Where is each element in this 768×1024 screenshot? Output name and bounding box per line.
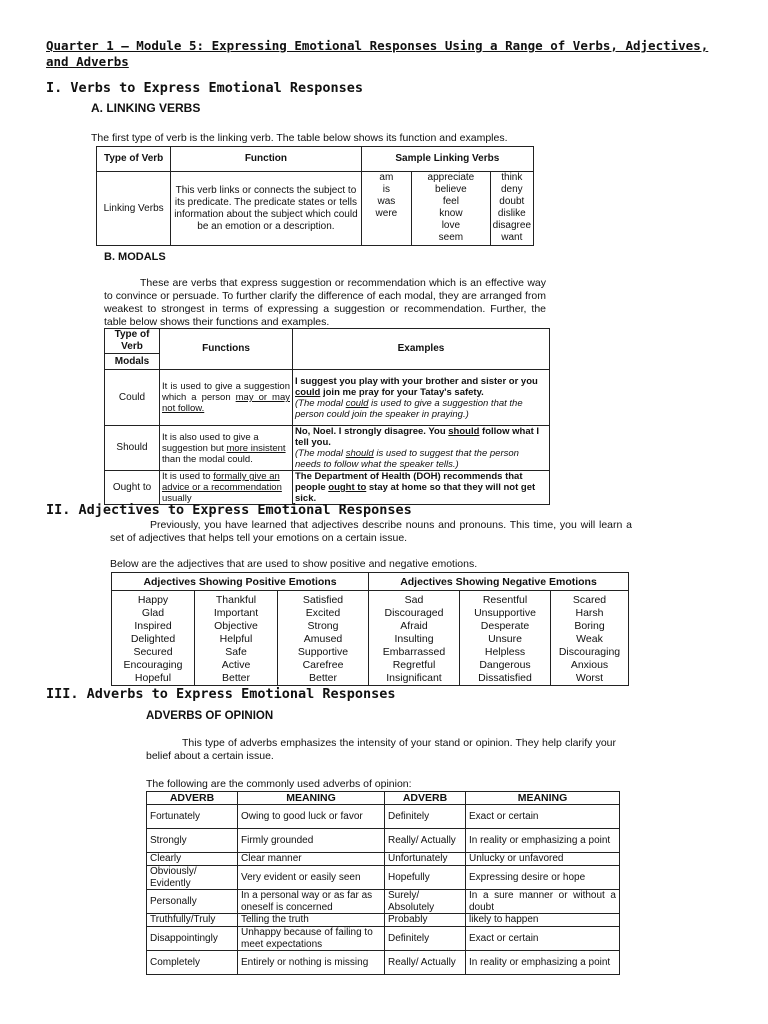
adjective: Supportive: [297, 646, 349, 658]
adverb-cell: Personally: [147, 890, 238, 914]
meaning-cell: Unlucky or unfavored: [466, 853, 620, 866]
modal-should-example: [293, 426, 550, 471]
example-modal: could: [295, 386, 321, 398]
adjective: Scared: [572, 594, 607, 606]
header-meaning: MEANING: [238, 792, 385, 805]
negative-col-2: [460, 591, 551, 686]
linking-verbs-col-3: [490, 172, 533, 246]
header-positive-emotions: Adjectives Showing Positive Emotions: [112, 573, 369, 591]
section-3-heading: III. Adverbs to Express Emotional Responses: [46, 686, 396, 702]
meaning-cell: Clear manner: [238, 853, 385, 866]
subheading-linking-verbs: A. LINKING VERBS: [91, 101, 201, 115]
verb-item: is: [382, 184, 390, 195]
adverbs-table: [146, 791, 620, 975]
verb-item: were: [375, 208, 398, 219]
modal-ought-to-function: [160, 471, 293, 505]
header-examples: Examples: [293, 329, 550, 370]
modal-should: Should: [105, 426, 160, 471]
positive-col-3: [278, 591, 369, 686]
meaning-cell: In a personal way or as far as oneself is concerned: [238, 890, 385, 914]
adjective: Encouraging: [123, 659, 183, 671]
verb-item: doubt: [499, 196, 525, 207]
adjective: Insignificant: [386, 672, 442, 684]
adverb-cell: Really/ Actually: [385, 829, 466, 853]
example-modal: should: [448, 426, 480, 437]
modal-could-function: [160, 370, 293, 426]
function-text: usually: [162, 493, 192, 504]
meaning-cell: Owing to good luck or favor: [238, 805, 385, 829]
adjective: Weak: [576, 633, 603, 645]
verb-item: think: [501, 172, 523, 183]
note-modal: should: [345, 448, 374, 459]
adjective: Satisfied: [302, 594, 344, 606]
header-meaning: MEANING: [466, 792, 620, 805]
subheading-adverbs-of-opinion: ADVERBS OF OPINION: [146, 710, 274, 722]
adverbs-intro-2: The following are the commonly used adverbs of opinion:: [146, 778, 412, 790]
adjective: Discouraged: [384, 607, 444, 619]
adjective: Delighted: [130, 633, 176, 645]
verb-item: know: [439, 208, 463, 219]
meaning-cell: Exact or certain: [466, 805, 620, 829]
meaning-cell: Entirely or nothing is missing: [238, 951, 385, 975]
function-underlined: may or may not follow.: [162, 392, 290, 414]
adverb-cell: Strongly: [147, 829, 238, 853]
adjective: Thankful: [215, 594, 257, 606]
modal-ought-to: Ought to: [105, 471, 160, 505]
verb-item: dislike: [497, 208, 526, 219]
table-row: [147, 805, 620, 829]
meaning-cell: likely to happen: [466, 914, 620, 927]
header-function: Function: [171, 147, 361, 172]
function-underlined: more insistent: [226, 442, 286, 454]
adjective: Sad: [404, 594, 424, 606]
positive-col-1: [112, 591, 195, 686]
verb-item: love: [441, 220, 461, 231]
adjective: Helpless: [484, 646, 526, 658]
adjective: Boring: [574, 620, 605, 632]
positive-col-2: [195, 591, 278, 686]
adverb-cell: Unfortunately: [385, 853, 466, 866]
adjectives-intro: Previously, you have learned that adjectives describe nouns and pronouns. This time, you will learn a set of adjectives that helps tell your emotions on a certain issue.: [110, 519, 632, 544]
adjective: Embarrassed: [382, 646, 446, 658]
adjective: Discouraging: [558, 646, 621, 658]
adjective: Regretful: [392, 659, 436, 671]
example-text: The Department of Health (DOH) recommends that people: [295, 471, 523, 493]
linking-verbs-intro: The first type of verb is the linking verb. The table below shows its function and examples.: [91, 132, 508, 144]
verb-item: was: [377, 196, 396, 207]
adverbs-intro: This type of adverbs emphasizes the intensity of your stand or opinion. They help clarify your belief about a certain issue.: [146, 737, 616, 762]
verb-item: feel: [442, 196, 459, 207]
modal-could: Could: [105, 370, 160, 426]
verb-item: seem: [438, 232, 464, 243]
adjective: Strong: [307, 620, 339, 632]
example-note: [295, 398, 523, 420]
adjective: Amused: [303, 633, 343, 645]
meaning-cell: In reality or emphasizing a point: [466, 829, 620, 853]
modal-should-function: [160, 426, 293, 471]
adverb-cell: Probably: [385, 914, 466, 927]
adjective: Afraid: [400, 620, 428, 632]
adjectives-table: [111, 572, 629, 686]
linking-verbs-function: This verb links or connects the subject to its predicate. The predicate states or tells information about the subject which could be an emotion or a description.: [171, 172, 361, 246]
meaning-cell: Unhappy because of failing to meet expectations: [238, 927, 385, 951]
linking-verbs-col-1: [361, 172, 412, 246]
table-row: [147, 927, 620, 951]
meaning-cell: In reality or emphasizing a point: [466, 951, 620, 975]
section-2-heading: II. Adjectives to Express Emotional Responses: [46, 502, 412, 518]
adjective: Happy: [137, 594, 169, 606]
header-sample-linking-verbs: Sample Linking Verbs: [361, 147, 533, 172]
linking-verbs-table: [96, 146, 534, 246]
adverb-cell: Completely: [147, 951, 238, 975]
table-row: [147, 890, 620, 914]
verb-item: believe: [435, 184, 467, 195]
adjective: Unsure: [488, 633, 522, 645]
adjective: Inspired: [134, 620, 172, 632]
note-text: is used to give a suggestion that the person could join the speaker in praying.): [295, 397, 523, 420]
example-modal: ought to: [328, 482, 367, 493]
negative-col-3: [551, 591, 629, 686]
header-adverb: ADVERB: [147, 792, 238, 805]
meaning-cell: Very evident or easily seen: [238, 866, 385, 890]
verb-item: disagree: [492, 220, 531, 231]
note-text: (The modal: [295, 397, 346, 409]
meaning-cell: Expressing desire or hope: [466, 866, 620, 890]
note-text: is used to suggest that the person needs to follow what the speaker tells.): [295, 448, 519, 470]
adjective: Anxious: [570, 659, 609, 671]
meaning-cell: Exact or certain: [466, 927, 620, 951]
adjective: Hopeful: [134, 672, 172, 684]
modal-could-example: [293, 370, 550, 426]
adjective: Dissatisfied: [478, 672, 532, 684]
adverb-cell: Disappointingly: [147, 927, 238, 951]
adverb-cell: Surely/ Absolutely: [385, 890, 466, 914]
adjective: Helpful: [219, 633, 253, 645]
adjectives-intro-2: Below are the adjectives that are used to show positive and negative emotions.: [110, 558, 478, 570]
adjective: Important: [213, 607, 259, 619]
adverb-cell: Hopefully: [385, 866, 466, 890]
note-text: (The modal: [295, 448, 346, 459]
note-modal: could: [345, 397, 369, 409]
adverb-cell: Definitely: [385, 927, 466, 951]
adjective: Secured: [133, 646, 173, 658]
table-row: [147, 853, 620, 866]
adjective: Safe: [225, 646, 247, 658]
example-text: No, Noel. I strongly disagree. You: [295, 426, 449, 437]
example-note: [295, 448, 519, 470]
adjective: Worst: [575, 672, 604, 684]
section-1-heading: I. Verbs to Express Emotional Responses: [46, 80, 363, 96]
adjective: Harsh: [575, 607, 604, 619]
example-text: follow what I tell you.: [295, 426, 540, 448]
adverb-cell: Definitely: [385, 805, 466, 829]
adverb-cell: Obviously/ Evidently: [147, 866, 238, 890]
document-title: Quarter 1 – Module 5: Expressing Emotional Responses Using a Range of Verbs, Adjectives, and Adverbs: [46, 38, 709, 69]
adjective: Unsupportive: [474, 607, 536, 619]
example-sentence: [295, 426, 539, 448]
adverb-cell: Clearly: [147, 853, 238, 866]
table-row: [147, 914, 620, 927]
verb-item: want: [501, 232, 523, 243]
function-underlined: formally give an advice or a recommendation: [162, 471, 282, 493]
function-text: It is also used to give a suggestion but: [162, 431, 259, 454]
header-type-of-verb: Type of Verb: [97, 147, 171, 172]
example-text: join me pray for your Tatay's safety.: [320, 386, 484, 398]
example-text: stay at home so that they will not get sick.: [295, 482, 536, 504]
adjective: Excited: [305, 607, 341, 619]
function-text: It is used to: [162, 471, 214, 482]
meaning-cell: Telling the truth: [238, 914, 385, 927]
example-text: I suggest you play with your brother and sister or you: [295, 375, 538, 387]
adjective: Desperate: [480, 620, 530, 632]
meaning-cell: Firmly grounded: [238, 829, 385, 853]
meaning-cell: In a sure manner or without a doubt: [466, 890, 620, 914]
function-text: It is used to give a suggestion which a person: [162, 381, 290, 403]
adjective: Glad: [141, 607, 165, 619]
table-row: [147, 829, 620, 853]
verb-item: appreciate: [427, 172, 475, 183]
header-modals: Modals: [105, 354, 160, 370]
header-adverb: ADVERB: [385, 792, 466, 805]
adjective: Better: [221, 672, 250, 684]
adverb-cell: Truthfully/Truly: [147, 914, 238, 927]
verb-item: am: [379, 172, 394, 183]
adjective: Dangerous: [479, 659, 531, 671]
adverb-cell: Really/ Actually: [385, 951, 466, 975]
negative-col-1: [369, 591, 460, 686]
adjective: Resentful: [482, 594, 528, 606]
table-row: [147, 866, 620, 890]
verb-item: deny: [500, 184, 523, 195]
adjective: Active: [221, 659, 251, 671]
header-functions: Functions: [160, 329, 293, 370]
linking-verbs-col-2: [412, 172, 491, 246]
header-negative-emotions: Adjectives Showing Negative Emotions: [369, 573, 629, 591]
adjective: Insulting: [394, 633, 434, 645]
adjective: Carefree: [302, 659, 344, 671]
adjective: Better: [308, 672, 337, 684]
linking-verbs-type: Linking Verbs: [97, 172, 171, 246]
subheading-modals: B. MODALS: [104, 251, 166, 263]
function-text: than the modal could.: [162, 453, 253, 465]
table-row: [147, 951, 620, 975]
header-type-of-verb: Type of Verb: [105, 329, 160, 354]
adjective: Objective: [214, 620, 258, 632]
modals-intro: These are verbs that express suggestion or recommendation which is an effective way to convince or persuade. To further clarify the difference of each modal, they are arranged from weakest to strongest in terms of expressing a suggestion or recommendation. Further, the table below shows their functions and examples.: [104, 277, 546, 328]
adverb-cell: Fortunately: [147, 805, 238, 829]
modal-ought-to-example: [293, 471, 550, 505]
example-sentence: [295, 376, 538, 398]
modals-table: [104, 328, 550, 505]
